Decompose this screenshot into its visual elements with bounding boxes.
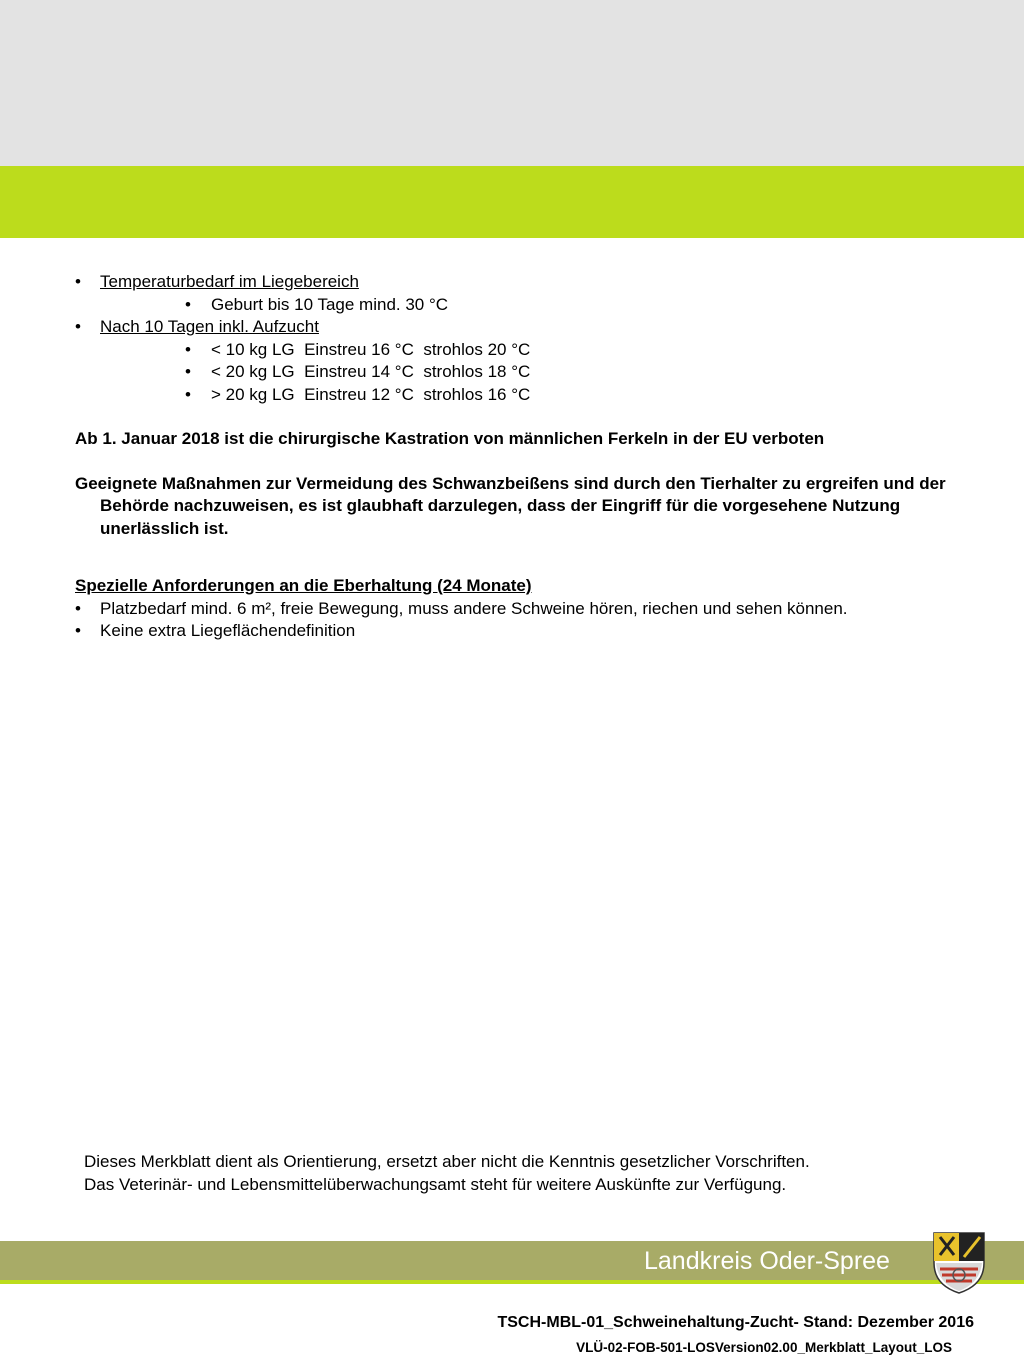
bullet-marker: • [185,339,191,359]
bullet-temperature-heading: • Temperaturbedarf im Liegebereich [75,271,995,294]
document-id: TSCH-MBL-01_Schweinehaltung-Zucht- Stand: Dezember 2016 [497,1314,974,1331]
bullet-marker: • [75,598,81,618]
sub-bullet-over-20kg: • > 20 kg LG Einstreu 12 °C strohlos 16 °C [75,384,995,407]
sub-bullet-birth: • Geburt bis 10 Tage mind. 30 °C [75,294,995,317]
castration-notice: Ab 1. Januar 2018 ist die chirurgische Kastration von männlichen Ferkeln in der EU verboten [75,429,825,448]
layout-id: VLÜ-02-FOB-501-LOSVersion02.00_Merkblatt_Layout_LOS [576,1340,952,1355]
coat-of-arms-icon [926,1229,992,1295]
bullet-marker: • [185,384,191,404]
sub-bullet-under-10kg: • < 10 kg LG Einstreu 16 °C strohlos 20 °C [75,339,995,362]
district-name: Landkreis Oder-Spree [644,1247,890,1275]
main-content [75,271,995,643]
disclaimer-line: Das Veterinär- und Lebensmittelüberwachungsamt steht für weitere Auskünfte zur Verfügung. [84,1175,787,1194]
bullet-after-10-days-heading: • Nach 10 Tagen inkl. Aufzucht [75,316,995,339]
boar-section-heading: Spezielle Anforderungen an die Eberhaltung (24 Monate) [75,576,532,595]
bullet-marker: • [75,272,81,291]
boar-item-space: • Platzbedarf mind. 6 m², freie Bewegung, muss andere Schweine hören, riechen und sehen können. [75,598,995,621]
bullet-marker: • [75,317,81,336]
bullet-marker: • [185,362,191,381]
bullet-marker: • [75,621,81,640]
boar-item-lying-area: • Keine extra Liegeflächendefinition [75,620,995,643]
footer-accent-stripe [0,1280,1024,1284]
header-gray-band [0,0,1024,166]
sub-bullet-under-20kg: • < 20 kg LG Einstreu 14 °C strohlos 18 °C [75,361,995,384]
header-green-band [0,166,1024,238]
bullet-marker: • [185,294,191,314]
disclaimer-line: Dieses Merkblatt dient als Orientierung, ersetzt aber nicht die Kenntnis gesetzlicher Vorschriften. [84,1152,810,1171]
tail-biting-notice: Geeignete Maßnahmen zur Vermeidung des Schwanzbeißens sind durch den Tierhalter zu ergreifen und der Behörde nachzuweisen, es ist glaubhaft darzulegen, dass der Eingriff für die vorgesehene Nutzung unerlässlich ist. [75,473,946,538]
disclaimer [84,1150,810,1196]
